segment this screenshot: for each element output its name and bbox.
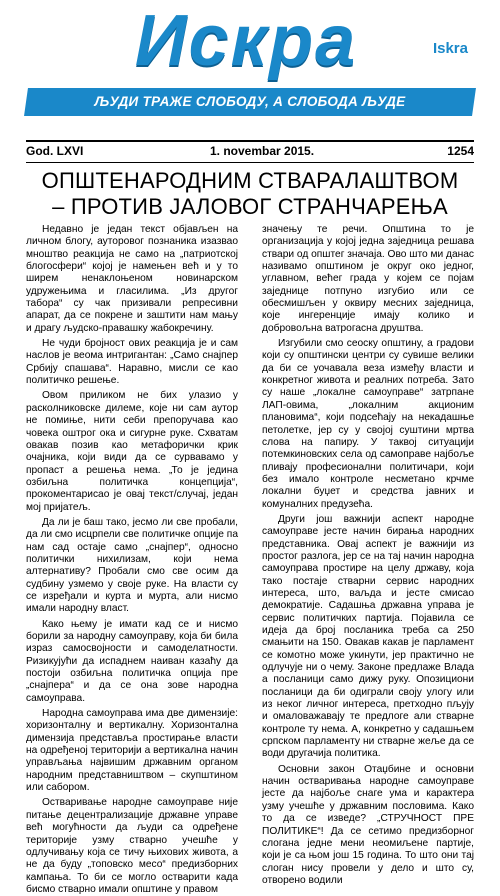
paragraph: Народна самоуправа има две димензије: хоризонталну и вертикалну. Хоризонтална димензија представља простирање власти на одређеној територији а вертикална начин управљања највишим државним органом народним представништвом – скупштином или сабором. — [26, 708, 238, 794]
logo-latin-tag: Iskra — [432, 40, 468, 57]
paragraph: Недавно је један текст објављен на личном блогу, ауторовог познаника изазвао мноштво реакција не само на „патриотској блогосфери“ којој је намењен већ и у то ширем ненаклоњеном новинарском удружењима и гласилима. „Из другог табора“ су чак призивали репресивни апарат, да се покрене и заштити нам мању и драгу људско-правашку жабокречину. — [26, 224, 238, 334]
paragraph: Изгубили смо сеоску општину, а градови који су општински центри су сувише велики да би се уочавала веза између власти и конкретног живота и реалних потреба. Зато су наше „локалне самоуправе“ затрпане ЛАП-овима, „локалним акционим плановима“, који подсећају на некадашње петолетке, јер су у својој суштини мртва слова на папиру. У таквој ситуацији потемкиновских села од самоправе наjбоље пливају професионални политичари, који без имало контроле несметано крчме локални буџет и средства јавних и комуналних предузећа. — [262, 338, 474, 510]
issue-volume: God. LXVI — [26, 144, 84, 158]
paragraph: Не чуди бројност ових реакција је и сам наслов је веома интригантан: „Само снајпер Србију спашава“. Наравно, мисли се као политичко решење. — [26, 338, 238, 387]
issue-number: 1254 — [447, 144, 474, 158]
headline-line-2: – ПРОТИВ ЈАЛОВОГ СТРАНЧАРЕЊА — [52, 194, 448, 219]
paragraph: Остваривање народне самоуправе није питање децентрализације државне управе већ могућности да људи са одређене територије узму стварно учешће у одлучивању која се тичу њихових живота, а не да буду „топовско месо“ предизборних кампања. То би се могло остварити када бисмо стварно имали општине у правом — [26, 797, 238, 895]
article-headline — [26, 168, 474, 220]
issue-info-bar — [26, 144, 474, 162]
paragraph: Да ли је баш тако, јесмо ли све пробали, да ли смо исцрпели све политичке опције па нам сад остаје само „снајпер“, односно политички нихилизам, који нема алтернативу? Пробали смо све осим да судбину узмемо у своје руке. На власти су се изређали и курта и мурта, али нисмо имали народну власт. — [26, 516, 238, 615]
article-column-right — [262, 224, 475, 886]
paragraph: Како њему је имати кад се и нисмо борили за народну самоуправу, која би била израз самосвојности и самоделатности. Ризикујући да испаднем наиван казаћу да постоји озбиљна политичка опција пре „снајпера“ и да се она зове народна самоуправа. — [26, 618, 238, 704]
paragraph: значењу те речи. Општина то је организација у којој једна заједница решава ствари од општег значаја. Ово што ми данас називамо општином је округ око једног, углавном, већег града у којем се појам заједнице потпуно изгубио или се обесмишљен у оквиру месних заједница, које ингеренције имају колико и добровољна ватрогасна друштва. — [262, 224, 475, 334]
paragraph: Други још важнији аспект народне самоуправе јесте начин бирања народних представника. Овај аспект је важнији из простог разлога, јер се на тај начин народна самоуправа простире на целу државу, која тако постаје стварни сервис народних интереса, што, ваљда и јесте смисао демократије. Садашња државна управа је сервис политичких партија. Појавила се идеја да број посланика треба са 250 смањити на 150. Овакав какав је парламент се комотно може укинути, јер практично не одлучује ни о чему. Законе предлаже Влада а посланици само дижу руку. Опозициони посланици да би одиграли своју улогу или из неког личног интереса, претходно пљују и омаловажавају те предлоге али стварне контроле ту нема. А, конкретно у садашњем српском парламенту ни стварне жеље да се води другачија политика. — [262, 513, 474, 760]
paragraph: Овом приликом не бих улазио у расколниковске дилеме, које ни сам аутор не помиње, нити себи препоручава као човека оштрог ока и сигурне руке. Схватам овакав позив као метафорички крик очајника, који види да се сурвавамо у пропаст а решења нема. „То је једина озбиљна политичка концепција“, прокоментарисао је овај текст/случај, један мој пријатељ. — [26, 390, 238, 513]
header-rule-bottom — [26, 162, 474, 163]
headline-line-1: ОПШТЕНАРОДНИМ СТВАРАЛАШТВОМ — [41, 168, 459, 193]
issue-date: 1. novembar 2015. — [210, 144, 315, 158]
header-rule-top — [26, 140, 474, 142]
newspaper-logo: Искра — [134, 1, 358, 81]
slogan-text: ЉУДИ ТРАЖЕ СЛОБОДУ, А СЛОБОДА ЉУДЕ — [94, 94, 406, 109]
paragraph: Основни закон Отаџбине и основни начин остваривања народне самоуправе јесте да најбоље снаге ума и карактера узму учешће у државним пословима. Како то да се изведе? „СТРУЧНОСТ ПРЕ ПОЛИТИКЕ“! Да се сетимо предизборног слогана једне мени неомиљене партије, који је са њом још 15 година. То што они тај слоган нису провели у дело и што су, отворено водили — [262, 763, 474, 886]
masthead — [26, 1, 474, 124]
article-column-left — [26, 224, 238, 895]
